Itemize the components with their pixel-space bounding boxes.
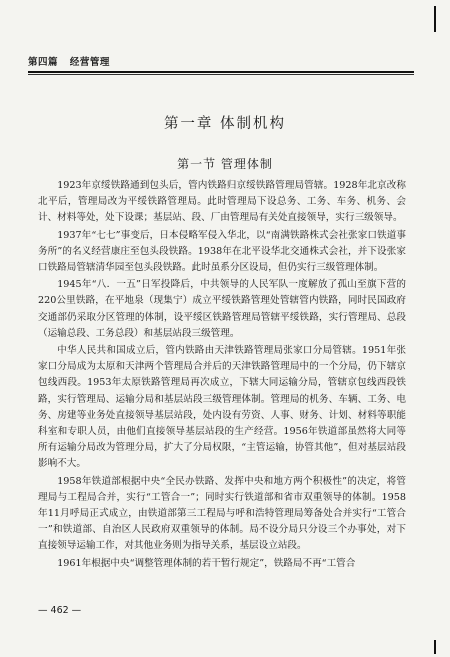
header-rule-thick [28,71,414,73]
running-header [28,54,400,68]
paragraph: 1961年根据中央“调整管理体制的若干暂行规定”，铁路局不再“工管合 [57,557,356,569]
chapter-title: 第一章 体制机构 [163,116,287,132]
edge-mark-bottom [434,640,436,654]
body-text [38,178,406,573]
paragraph: 1945年“八．一五”日军投降后，中共领导的人民军队一度解放了孤山至旗下营的220公里铁路，在平地泉（现集宁）成立平绥铁路管理处管辖管内铁路，同时民国政府交通部仍采取分区管理的体制，设平绥区铁路管理局管辖平绥铁路，实行管理局、总段（运输总段、工务总段）和基层站段三级管理。 [38,279,406,339]
header-rule-thin [28,74,414,75]
page-number: — 462 — [38,605,82,616]
edge-mark [434,6,436,32]
header-title: 经营管理 [69,57,110,68]
paragraph: 中华人民共和国成立后，管内铁路由天津铁路管理局张家口分局管辖。1951年张家口分局成为太原和天津两个管理局合并后的天津铁路管理局中的一个分局，仍下辖京包线西段。1953年太原铁路管理局再次成立，下辖大同运输分局，管辖京包线西段铁路，实行管理局、运输分局和基层站段三级管理体制。管理局的机务、车辆、工务、电务、房建等业务处直接领导基层站段，处内设有劳资、人事、财务、计划、材料等职能科室和专职人员，由他们直接领导基层站段的生产经营。1956年铁道部虽然将大同等所有运输分局改为管理分局，扩大了分局权限，“主管运输，协管其他”，但对基层站段影响不大。 [38,345,406,470]
paragraph: 1923年京绥铁路通到包头后，管内铁路归京绥铁路管理局管辖。1928年北京改称北平后，管理局改为平绥铁路管理局。此时管理局下设总务、工务、车务、机务、会计、材料等处，处下设课；基层站、段、厂由管理局有关处直接领导，实行三级领导。 [38,180,406,224]
section-title: 第一节 管理体制 [177,157,273,171]
header-part: 第四篇 [28,57,59,68]
paragraph: 1937年“七七”事变后，日本侵略军侵入华北，以“南满铁路株式会社张家口铁道事务所”的名义经营康庄至包头段铁路。1938年在北平设华北交通株式会社，并下设张家口铁路局管辖清华园至包头段铁路。此时虽系分区设局，但仍实行三级管理体制。 [38,229,406,274]
paragraph: 1958年铁道部根据中央“全民办铁路、发挥中央和地方两个积极性”的决定，将管理局与工程局合并，实行“工管合一”；同时实行铁道部和省市双重领导的体制。1958年11月呼局正式成立，由铁道部第三工程局与呼和浩特管理局筹备处合并实行“工管合一”和铁道部、自治区人民政府双重领导的体制。局不设分局只分设三个办事处，对下直接领导运输工作，对其他业务则为指导关系，基层设立站段。 [38,475,406,552]
